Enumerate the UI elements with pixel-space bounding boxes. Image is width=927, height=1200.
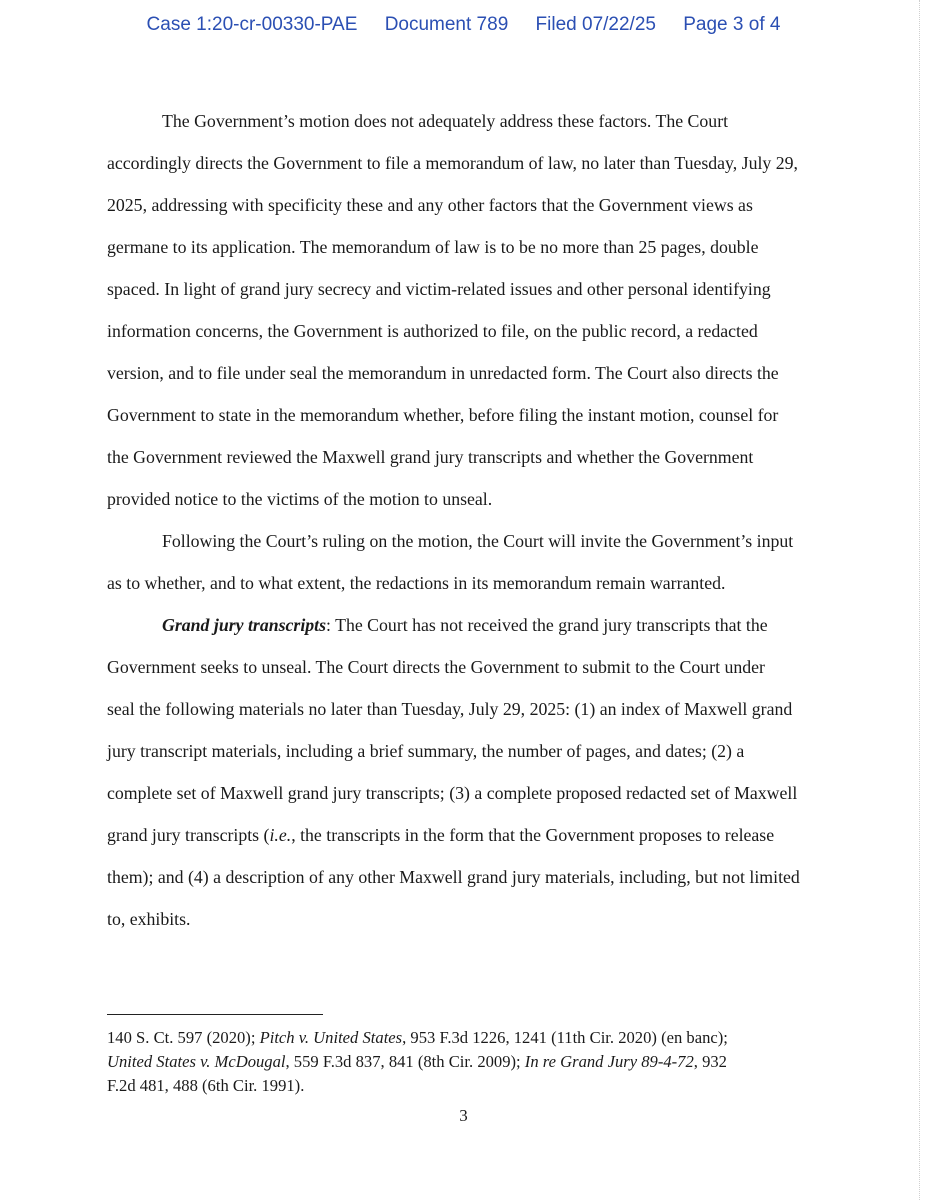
paragraph-line: accordingly directs the Government to file a memorandum of law, no later than Tuesday, July 29,: [107, 153, 798, 173]
scan-edge: [919, 0, 921, 1200]
paragraph-line: seal the following materials no later than Tuesday, July 29, 2025: (1) an index of Maxwell grand: [107, 699, 793, 719]
paragraph-line: Government to state in the memorandum whether, before filing the instant motion, counsel for: [107, 405, 779, 425]
case-number: Case 1:20-cr-00330-PAE: [146, 14, 358, 35]
paragraph-line: complete set of Maxwell grand jury transcripts; (3) a complete proposed redacted set of Maxwell: [107, 783, 798, 803]
paragraph-line: to, exhibits.: [107, 909, 191, 929]
paragraph-line: as to whether, and to what extent, the redactions in its memorandum remain warranted.: [107, 573, 726, 593]
paragraph-line: grand jury transcripts (i.e., the transcripts in the form that the Government proposes to release: [107, 825, 775, 845]
section-heading: Grand jury transcripts: [162, 615, 327, 635]
paragraph-line: spaced. In light of grand jury secrecy and victim-related issues and other personal identifying: [107, 279, 771, 299]
paragraph-line: Government seeks to unseal. The Court directs the Government to submit to the Court under: [107, 657, 765, 677]
paragraph-line: provided notice to the victims of the motion to unseal.: [107, 489, 493, 509]
paragraph-line: jury transcript materials, including a brief summary, the number of pages, and dates; (2) a: [107, 741, 745, 761]
paragraph-line: germane to its application. The memorandum of law is to be no more than 25 pages, double: [107, 237, 759, 257]
paragraph-line: The Government’s motion does not adequately address these factors. The Court: [162, 111, 729, 131]
paragraph-line: the Government reviewed the Maxwell grand jury transcripts and whether the Government: [107, 447, 754, 467]
paragraph-line: them); and (4) a description of any other Maxwell grand jury materials, including, but not limited: [107, 867, 800, 887]
document-number: Document 789: [384, 14, 509, 35]
paragraph-line: Following the Court’s ruling on the motion, the Court will invite the Government’s input: [162, 531, 794, 551]
footnote-line: United States v. McDougal, 559 F.3d 837, 841 (8th Cir. 2009); In re Grand Jury 89-4-72, 932: [107, 1052, 727, 1071]
page-indicator: Page 3 of 4: [683, 14, 781, 35]
footnote-line: F.2d 481, 488 (6th Cir. 1991).: [107, 1076, 305, 1095]
paragraph-line: Grand jury transcripts: The Court has not received the grand jury transcripts that the: [162, 615, 768, 635]
paragraph-line: version, and to file under seal the memorandum in unredacted form. The Court also directs the: [107, 363, 779, 383]
ecf-header: [0, 14, 927, 36]
footnote-line: 140 S. Ct. 597 (2020); Pitch v. United States, 953 F.3d 1226, 1241 (11th Cir. 2020) (en banc);: [107, 1028, 728, 1047]
filed-date: Filed 07/22/25: [535, 14, 656, 35]
paragraph-line: information concerns, the Government is authorized to file, on the public record, a redacted: [107, 321, 758, 341]
paragraph-line: 2025, addressing with specificity these and any other factors that the Government views as: [107, 195, 753, 215]
footnote-divider: [107, 1014, 323, 1015]
page-number: 3: [459, 1106, 468, 1125]
